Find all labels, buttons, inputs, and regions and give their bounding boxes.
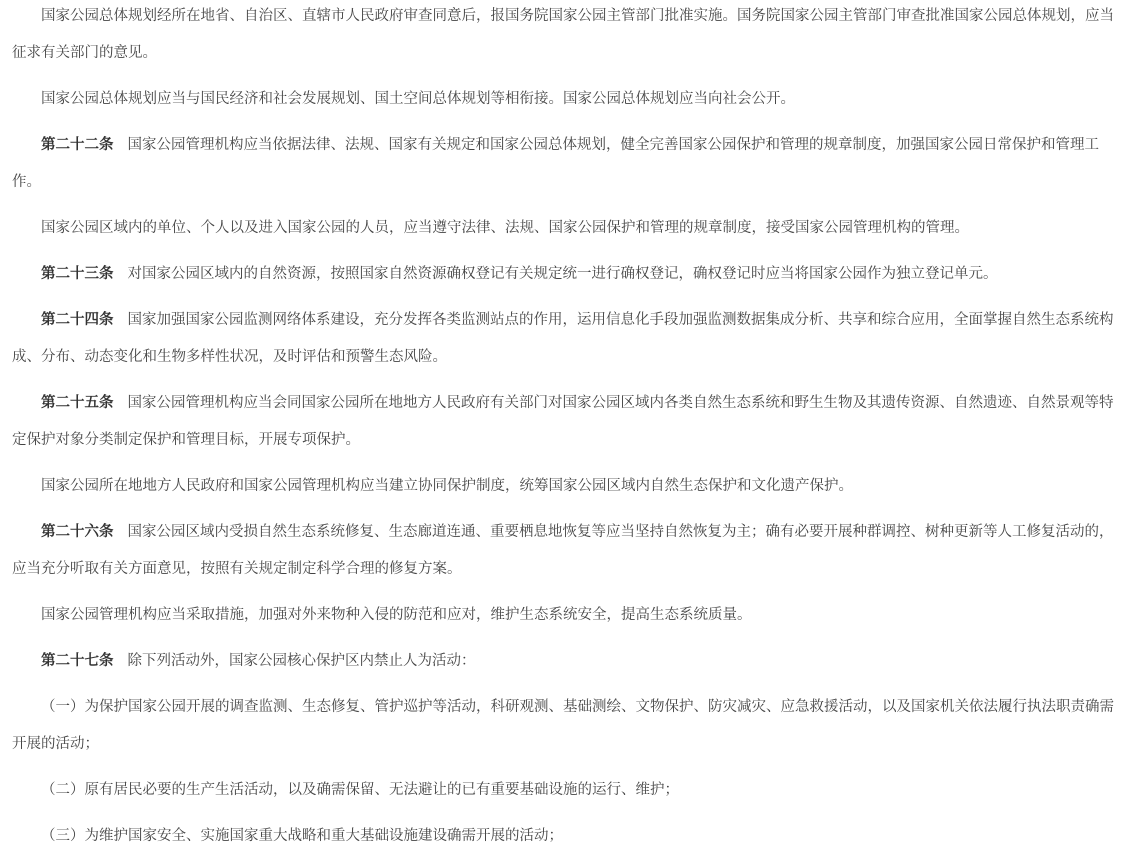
paragraph-8	[12, 468, 1120, 505]
article-number: 第二十六条	[41, 524, 114, 540]
article-number: 第二十五条	[41, 395, 114, 411]
paragraph-text: 国家加强国家公园监测网络体系建设，充分发挥各类监测站点的作用，运用信息化手段加强监测数据集成分析、共享和综合应用，全面掌握自然生态系统构成、分布、动态变化和生物多样性状况，及时评估和预警生态风险。	[12, 312, 1114, 365]
paragraph-text: 国家公园总体规划经所在地省、自治区、直辖市人民政府审查同意后，报国务院国家公园主管部门批准实施。国务院国家公园主管部门审查批准国家公园总体规划，应当征求有关部门的意见。	[12, 8, 1114, 61]
article-22	[12, 127, 1120, 201]
article-number: 第二十二条	[41, 137, 114, 153]
article-number: 第二十三条	[41, 266, 114, 282]
paragraph-text: 国家公园总体规划应当与国民经济和社会发展规划、国土空间总体规划等相衔接。国家公园总体规划应当向社会公开。	[41, 91, 795, 107]
paragraph-text: 国家公园管理机构应当采取措施，加强对外来物种入侵的防范和应对，维护生态系统安全，提高生态系统质量。	[41, 607, 752, 623]
paragraph-text: 对国家公园区域内的自然资源，按照国家自然资源确权登记有关规定统一进行确权登记，确权登记时应当将国家公园作为独立登记单元。	[127, 266, 998, 282]
paragraph-10	[12, 597, 1120, 634]
article-number: 第二十四条	[41, 312, 114, 328]
paragraph-1	[12, 0, 1120, 72]
article-24	[12, 302, 1120, 376]
list-item-3	[12, 818, 1120, 855]
paragraph-text: 国家公园所在地地方人民政府和国家公园管理机构应当建立协同保护制度，统筹国家公园区域内自然生态保护和文化遗产保护。	[41, 478, 853, 494]
article-number: 第二十七条	[41, 653, 114, 669]
article-26	[12, 514, 1120, 588]
paragraph-4	[12, 210, 1120, 247]
paragraph-text: （一）为保护国家公园开展的调查监测、生态修复、管护巡护等活动，科研观测、基础测绘、文物保护、防灾减灾、应急救援活动，以及国家机关依法履行执法职责确需开展的活动；	[12, 699, 1114, 752]
paragraph-text: （二）原有居民必要的生产生活活动，以及确需保留、无法避让的已有重要基础设施的运行、维护；	[41, 782, 679, 798]
paragraph-text: 除下列活动外，国家公园核心保护区内禁止人为活动：	[127, 653, 476, 669]
article-27	[12, 643, 1120, 680]
paragraph-text: 国家公园管理机构应当依据法律、法规、国家有关规定和国家公园总体规划，健全完善国家公园保护和管理的规章制度，加强国家公园日常保护和管理工作。	[12, 137, 1099, 190]
paragraph-text: 国家公园管理机构应当会同国家公园所在地地方人民政府有关部门对国家公园区域内各类自然生态系统和野生生物及其遗传资源、自然遗迹、自然景观等特定保护对象分类制定保护和管理目标，开展专项保护。	[12, 395, 1114, 448]
paragraph-2	[12, 81, 1120, 118]
paragraph-text: （三）为维护国家安全、实施国家重大战略和重大基础设施建设确需开展的活动；	[41, 828, 563, 844]
article-23	[12, 256, 1120, 293]
article-25	[12, 385, 1120, 459]
list-item-2	[12, 772, 1120, 809]
paragraph-text: 国家公园区域内受损自然生态系统修复、生态廊道连通、重要栖息地恢复等应当坚持自然恢复为主；确有必要开展种群调控、树种更新等人工修复活动的，应当充分听取有关方面意见，按照有关规定制定科学合理的修复方案。	[12, 524, 1114, 577]
list-item-1	[12, 689, 1120, 763]
paragraph-text: 国家公园区域内的单位、个人以及进入国家公园的人员，应当遵守法律、法规、国家公园保护和管理的规章制度，接受国家公园管理机构的管理。	[41, 220, 969, 236]
document-body	[12, 0, 1120, 855]
